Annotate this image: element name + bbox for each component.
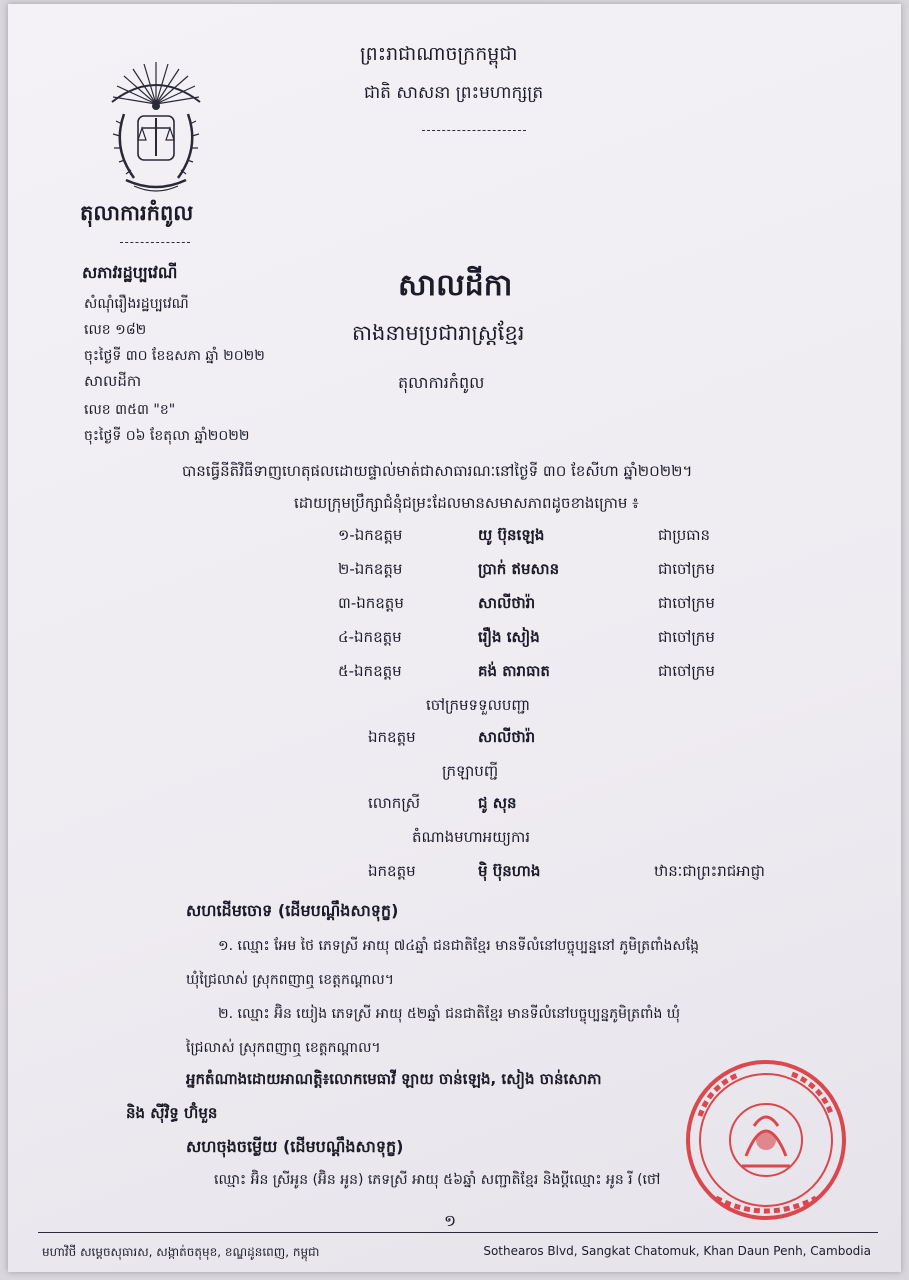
kingdom-header: ព្រះរាជាណាចក្រកម្ពុជា	[360, 43, 518, 65]
national-motto: ជាតិ សាសនា ព្រះមហាក្សត្រ	[364, 83, 544, 103]
hearing-statement: បានធ្វើនីតិវិធីទាញហេតុផលដោយផ្ទាល់មាត់ជាសាធារណៈនៅថ្ងៃទី ៣០ ខែសីហា ឆ្នាំ២០២២។	[182, 462, 693, 480]
panel-member-role: ជាចៅក្រម	[658, 662, 715, 680]
panel-member-number: ៤-ឯកឧត្តម	[338, 628, 402, 646]
judgment-date: ចុះថ្ងៃទី ០៦ ខែតុលា ឆ្នាំ២០២២	[84, 428, 250, 444]
footer-address-khmer: មហាវិថី សម្តេចសុធារស, សង្កាត់ចតុមុខ, ខណ្ឌដូនពេញ, កម្ពុជា	[42, 1245, 320, 1259]
chamber-label: សភាវរដ្ឋប្បវេណី	[82, 263, 178, 282]
footer-divider	[38, 1232, 878, 1233]
file-date: ចុះថ្ងៃទី ៣០ ខែឧសភា ឆ្នាំ ២០២២	[84, 348, 265, 364]
clerk-label: ក្រឡាបញ្ជី	[442, 762, 499, 780]
clerk-title: លោកស្រី	[368, 794, 421, 812]
document-subtitle: តាងនាមប្រជារាស្ត្រខ្មែរ	[352, 321, 525, 345]
prosecutor-name: ម៉ិ ប៊ុនហាង	[478, 862, 541, 880]
court-name: តុលាការកំពូល	[80, 201, 194, 225]
panel-member-number: ៥-ឯកឧត្តម	[338, 662, 402, 680]
clerk-name: ជូ សុន	[478, 794, 517, 812]
panel-member-role: ជាចៅក្រម	[658, 594, 715, 612]
judgment-number: លេខ ៣៥៣ "ខ"	[84, 402, 176, 418]
plaintiff-2-line-2: ជ្រៃលាស់ ស្រុកពញាឮ ខេត្តកណ្តាល។	[186, 1040, 381, 1056]
footer-address-english: Sothearos Blvd, Sangkat Chatomuk, Khan Daun Penh, Cambodia	[483, 1244, 871, 1258]
panel-member-name: ប្រាក់ ឥមសាន	[478, 560, 560, 578]
panel-intro: ដោយក្រុមប្រឹក្សាជំនុំជម្រះដែលមានសមាសភាពដូចខាងក្រោម ៖	[294, 494, 639, 512]
panel-member-number: ៣-ឯកឧត្តម	[338, 594, 404, 612]
judgment-type: សាលដីកា	[84, 372, 142, 390]
plaintiff-heading: សហដើមចោទ (ដើមបណ្តឹងសាទុក្ខ)	[186, 901, 399, 920]
panel-member-number: ២-ឯកឧត្តម	[338, 560, 403, 578]
court-seal-stamp-icon	[676, 1056, 856, 1226]
lawyer-line-1: អ្នកតំណាងដោយអាណត្តិ៖លោកមេធាវី ឡាយ ចាន់ឡេង, សៀង ចាន់សោភា	[186, 1070, 602, 1088]
panel-member-role: ជាចៅក្រម	[658, 560, 715, 578]
plaintiff-2-line-1: ២. ឈ្មោះ អ៊ិន យៀង ភេទស្រី អាយុ ៥២ឆ្នាំ ជនជាតិខ្មែរ មានទីលំនៅបច្ចុប្បន្នភូមិត្រពាំង ឃុំ	[218, 1006, 681, 1022]
document-page	[8, 4, 901, 1272]
panel-member-name: យូ ប៊ុនឡេង	[478, 526, 545, 544]
divider	[422, 130, 526, 131]
file-type: សំណុំរឿងរដ្ឋប្បវេណី	[84, 296, 189, 312]
prosecutor-role: ឋានៈជាព្រះរាជអាជ្ញា	[654, 862, 765, 880]
divider	[120, 242, 190, 243]
panel-member-name: សាលីថារ៉ា	[478, 594, 536, 612]
court-subtitle: តុលាការកំពូល	[398, 373, 485, 392]
supreme-court-emblem-icon	[104, 58, 208, 198]
panel-member-role: ជាប្រធាន	[658, 526, 711, 544]
lawyer-line-2: និង ស៊ីវិទ្ធ ហ៊ំមួន	[126, 1104, 218, 1122]
page-number: ១	[444, 1211, 457, 1230]
panel-member-number: ១-ឯកឧត្តម	[338, 526, 403, 544]
document-title: សាលដីកា	[398, 268, 513, 303]
plaintiff-1-line-2: ឃុំជ្រៃលាស់ ស្រុកពញាឮ ខេត្តកណ្តាល។	[186, 972, 394, 988]
prosecutor-title: ឯកឧត្តម	[368, 862, 416, 880]
panel-member-name: រឿង សៀង	[478, 628, 540, 646]
file-number: លេខ ១៨២	[84, 322, 147, 338]
reporting-judge-label: ចៅក្រមទទួលបញ្ជា	[426, 696, 531, 714]
reporting-judge-name: សាលីថារ៉ា	[478, 728, 536, 746]
prosecutor-label: តំណាងមហាអយ្យការ	[412, 828, 530, 846]
reporting-judge-title: ឯកឧត្តម	[368, 728, 416, 746]
panel-member-name: គង់ តារាធាត	[478, 662, 550, 680]
defendant-heading: សហចុងចម្លើយ (ដើមបណ្តឹងសាទុក្ខ)	[186, 1137, 404, 1156]
defendant-line: ឈ្មោះ អ៊ិន ស្រីអូន (អ៊ិន អូន) ភេទស្រី អាយុ ៥៦ឆ្នាំ សញ្ជាតិខ្មែរ និងប្តីឈ្មោះ អូន រី (ថៅ	[214, 1172, 661, 1188]
panel-member-role: ជាចៅក្រម	[658, 628, 715, 646]
plaintiff-1-line-1: ១. ឈ្មោះ អែម ថៃ ភេទស្រី អាយុ ៧៤ឆ្នាំ ជនជាតិខ្មែរ មានទីលំនៅបច្ចុប្បន្ននៅ ភូមិត្រពាំងសង្កែ	[218, 938, 700, 954]
